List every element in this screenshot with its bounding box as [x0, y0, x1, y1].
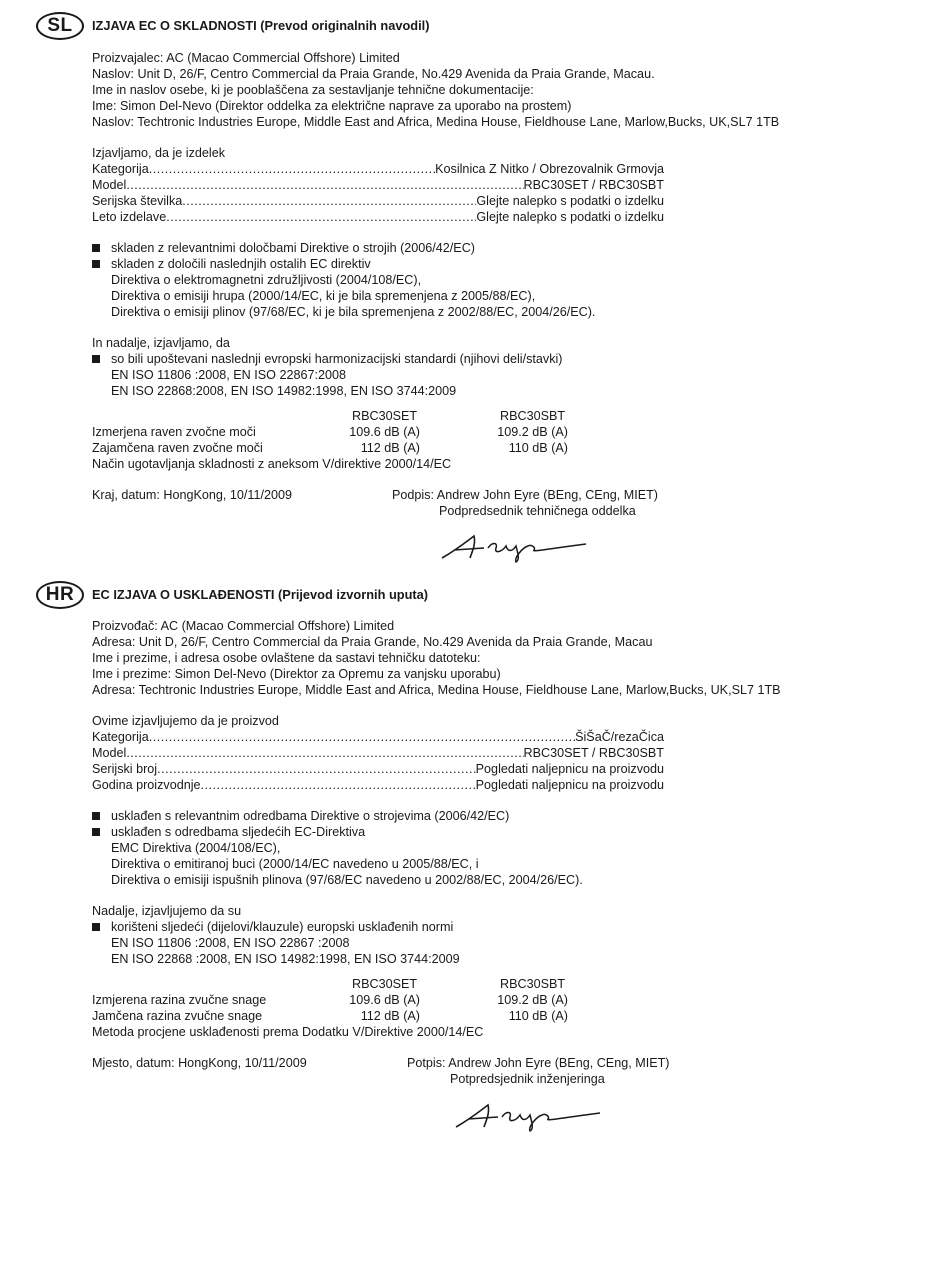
directive-item: Direktiva o elektromagnetni združljivosti (2004/108/EC), [111, 273, 422, 287]
col-sbt: RBC30SBT [500, 409, 566, 423]
bullet-directives: usklađen s odredbama sljedećih EC-Direktiva [92, 824, 852, 840]
noise-row-guaranteed [92, 1008, 852, 1024]
row-label: Izmjerena razina zvučne snage [92, 993, 267, 1007]
field-label: Model [92, 746, 127, 760]
authorized-address: Naslov: Techtronic Industries Europe, Middle East and Africa, Medina House, Fieldhouse Lane, Marlow,Bucks, UK,SL7 1TB [92, 115, 780, 129]
value-sbt: 110 dB (A) [508, 441, 568, 455]
directive-item: Direktiva o emitiranoj buci (2000/14/EC navedeno u 2005/88/EC, i [111, 857, 479, 871]
assessment-method: Način ugotavljanja skladnosti z aneksom V/direktive 2000/14/EC [92, 457, 452, 471]
field-model [92, 745, 664, 761]
field-value: RBC30SET / RBC30SBT [523, 746, 664, 760]
field-label: Leto izdelave [92, 210, 167, 224]
field-label: Serijska številka [92, 194, 183, 208]
declaration-body [92, 618, 852, 1087]
field-value: Glejte nalepko s podatki o izdelku [476, 210, 664, 224]
field-year [92, 777, 664, 793]
section-title: IZJAVA EC O SKLADNOSTI (Prevod originalnih navodil) [92, 18, 430, 33]
value-sbt: 109.2 dB (A) [497, 993, 568, 1007]
directive-item: Direktiva o emisiji plinov (97/68/EC, ki je bila spremenjena z 2002/88/EC, 2004/26/EC). [111, 305, 596, 319]
value-set: 112 dB (A) [360, 441, 420, 455]
further-intro: Nadalje, izjavljujemo da su [92, 904, 242, 918]
standard-item: EN ISO 22868 :2008, EN ISO 14982:1998, EN ISO 3744:2009 [111, 952, 460, 966]
authorized-intro: Ime in naslov osebe, ki je pooblaščena za sestavljanje tehnične dokumentacije: [92, 83, 534, 97]
field-value: Pogledati naljepnicu na proizvodu [475, 778, 664, 792]
field-label: Serijski broj [92, 762, 158, 776]
handwritten-signature [450, 1099, 606, 1133]
bullet-machinery: skladen z relevantnimi določbami Direktive o strojih (2006/42/EC) [92, 240, 852, 256]
row-label: Izmerjena raven zvočne moči [92, 425, 256, 439]
field-category [92, 161, 664, 177]
authorized-intro: Ime i prezime, i adresa osobe ovlaštene da sastavi tehničku datoteku: [92, 651, 481, 665]
signer-name: Podpis: Andrew John Eyre (BEng, CEng, MIET) [392, 488, 658, 502]
handwritten-signature [436, 530, 592, 564]
noise-row-measured [92, 992, 852, 1008]
value-sbt: 109.2 dB (A) [497, 425, 568, 439]
authorized-name: Ime i prezime: Simon Del-Nevo (Direktor za Opremu za vanjsku uporabu) [92, 667, 501, 681]
address-line: Adresa: Unit D, 26/F, Centro Commercial da Praia Grande, No.429 Avenida da Praia Grande, Macau [92, 635, 653, 649]
directive-item: EMC Direktiva (2004/108/EC), [111, 841, 281, 855]
signer-title: Potpredsjednik inženjeringa [450, 1072, 605, 1086]
row-label: Jamčena razina zvučne snage [92, 1009, 263, 1023]
field-value: RBC30SET / RBC30SBT [523, 178, 664, 192]
field-model [92, 177, 664, 193]
declaration-body [92, 50, 852, 519]
place-date: Mjesto, datum: HongKong, 10/11/2009 [92, 1056, 307, 1070]
assessment-method: Metoda procjene usklađenosti prema Dodatku V/Direktive 2000/14/EC [92, 1025, 484, 1039]
directive-item: Direktiva o emisiji hrupa (2000/14/EC, ki je bila spremenjena z 2005/88/EC), [111, 289, 536, 303]
standard-item: EN ISO 11806 :2008, EN ISO 22867 :2008 [111, 936, 350, 950]
noise-row-measured [92, 424, 852, 440]
declare-intro: Ovime izjavljujemo da je proizvod [92, 714, 279, 728]
badge-label: HR [45, 584, 75, 605]
signer-name: Potpis: Andrew John Eyre (BEng, CEng, MIET) [407, 1056, 670, 1070]
field-serial [92, 193, 664, 209]
noise-row-guaranteed [92, 440, 852, 456]
field-label: Model [92, 178, 127, 192]
signature-row [92, 1055, 852, 1071]
language-badge [36, 581, 84, 609]
field-value: Glejte nalepko s podatki o izdelku [476, 194, 664, 208]
field-category [92, 729, 664, 745]
field-label: Godina proizvodnje [92, 778, 201, 792]
noise-table-header [92, 976, 852, 992]
field-value: Kosilnica Z Nitko / Obrezovalnik Grmovja [435, 162, 664, 176]
badge-label: SL [47, 15, 73, 36]
manufacturer-line: Proizvajalec: AC (Macao Commercial Offshore) Limited [92, 51, 400, 65]
signer-title: Podpredsednik tehničnega oddelka [439, 504, 636, 518]
value-set: 109.6 dB (A) [349, 425, 420, 439]
section-title: EC IZJAVA O USKLAĐENOSTI (Prijevod izvornih uputa) [92, 587, 429, 602]
col-sbt: RBC30SBT [500, 977, 566, 991]
field-label: Kategorija [92, 162, 149, 176]
field-value: ŠiŠaČ/rezaČica [575, 730, 664, 744]
authorized-name: Ime: Simon Del-Nevo (Direktor oddelka za električne naprave za uporabo na prostem) [92, 99, 572, 113]
standard-item: EN ISO 11806 :2008, EN ISO 22867:2008 [111, 368, 347, 382]
authorized-address: Adresa: Techtronic Industries Europe, Middle East and Africa, Medina House, Fieldhouse Lane, Marlow,Bucks, UK,SL7 1TB [92, 683, 781, 697]
manufacturer-line: Proizvođač: AC (Macao Commercial Offshore) Limited [92, 619, 395, 633]
language-badge [36, 12, 84, 40]
value-set: 109.6 dB (A) [349, 993, 420, 1007]
bullet-directives: skladen z določili naslednjih ostalih EC direktiv [92, 256, 852, 272]
bullet-machinery: usklađen s relevantnim odredbama Direktive o strojevima (2006/42/EC) [92, 808, 852, 824]
field-year [92, 209, 664, 225]
address-line: Naslov: Unit D, 26/F, Centro Commercial da Praia Grande, No.429 Avenida da Praia Grande, Macau. [92, 67, 655, 81]
value-set: 112 dB (A) [360, 1009, 420, 1023]
declare-intro: Izjavljamo, da je izdelek [92, 146, 225, 160]
value-sbt: 110 dB (A) [508, 1009, 568, 1023]
signature-row [92, 487, 852, 503]
bullet-standards: so bili upoštevani naslednji evropski harmonizacijski standardi (njihovi deli/stavki) [92, 351, 852, 367]
directive-item: Direktiva o emisiji ispušnih plinova (97/68/EC navedeno u 2002/88/EC, 2004/26/EC). [111, 873, 583, 887]
field-serial [92, 761, 664, 777]
field-value: Pogledati naljepnicu na proizvodu [475, 762, 664, 776]
place-date: Kraj, datum: HongKong, 10/11/2009 [92, 488, 293, 502]
field-label: Kategorija [92, 730, 149, 744]
col-set: RBC30SET [352, 977, 418, 991]
col-set: RBC30SET [352, 409, 418, 423]
noise-table-header [92, 408, 852, 424]
standard-item: EN ISO 22868:2008, EN ISO 14982:1998, EN ISO 3744:2009 [111, 384, 457, 398]
bullet-standards: korišteni sljedeći (dijelovi/klauzule) europski usklađenih normi [92, 919, 852, 935]
further-intro: In nadalje, izjavljamo, da [92, 336, 230, 350]
row-label: Zajamčena raven zvočne moči [92, 441, 263, 455]
